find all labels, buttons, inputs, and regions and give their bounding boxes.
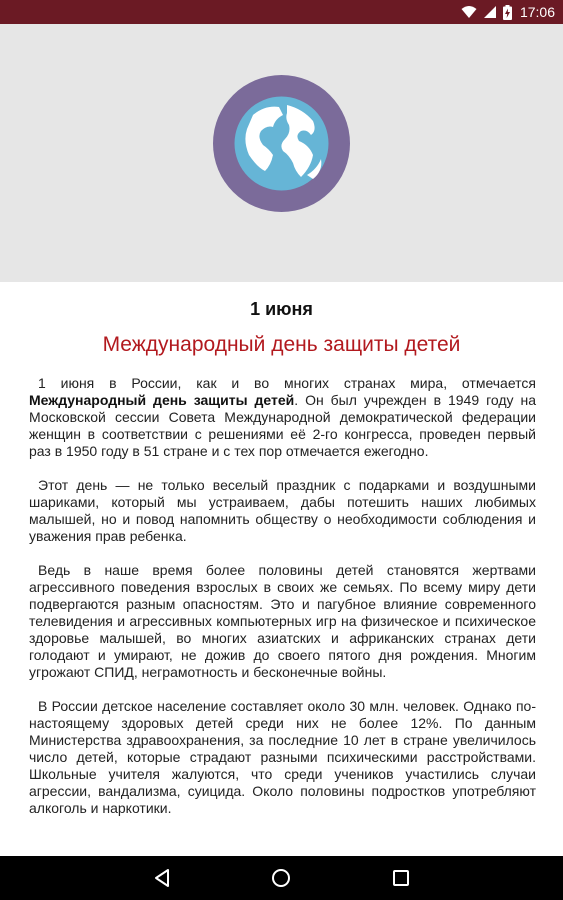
- event-title: Международный день защиты детей: [102, 333, 461, 356]
- date-heading: 1 июня: [250, 299, 313, 319]
- article-paragraph: Ведь в наше время более половины детей становятся жертвами агрессивного поведения взрослых в своих же семьях. По всему миру дети подвергаются разным опасностям. Это и пагубное влияние современного телевидения и агрессивных компьютерных игр на физическое и психическое здоровье малышей, во многих азиатских и африканских странах дети голодают и умирают, не дожив до своего пятого дня рождения. Многим угрожают СПИД, неграмотность и бесконечные войны.: [29, 562, 536, 680]
- article-paragraph: Этот день — не только веселый праздник с подарками и воздушными шариками, который мы устраиваем, дабы потешить наших любимых малышей, но и повод напомнить обществу о необходимости соблюдения и уважения прав ребенка.: [29, 477, 536, 544]
- recents-icon[interactable]: [390, 867, 412, 889]
- article-body: [29, 375, 536, 817]
- status-time: 17:06: [519, 4, 555, 20]
- status-bar: [0, 0, 563, 24]
- hero-banner: [0, 24, 563, 282]
- signal-icon: [483, 5, 497, 19]
- article-paragraph: 1 июня в России, как и во многих странах мира, отмечается Международный день защиты детей. Он был учрежден в 1949 году на Московской сессии Совета Международной демократической федерации женщин в соответствии с решениями её 2-го конгресса, проведен первый раз в 1950 году в 51 стране и с тех пор отмечается ежегодно.: [29, 375, 536, 459]
- wifi-icon: [461, 5, 477, 19]
- article-paragraph: В России детское население составляет около 30 млн. человек. Однако по-настоящему здоровых детей среди них не более 12%. По данным Министерства здравоохранения, за последние 10 лет в стране увеличилось число детей, которые страдают разными психическими расстройствами. Школьные учителя жалуются, что среди учеников участились случаи агрессии, вандализма, суицида. Около половины подростков употребляют алкоголь и наркотики.: [29, 698, 536, 816]
- battery-charging-icon: [503, 5, 512, 20]
- article-view[interactable]: [0, 282, 563, 856]
- back-icon[interactable]: [151, 867, 173, 889]
- home-icon[interactable]: [270, 867, 292, 889]
- navigation-bar: [0, 856, 563, 900]
- globe-icon: [213, 75, 350, 212]
- article-bold-phrase: Международный день защиты детей: [29, 392, 295, 408]
